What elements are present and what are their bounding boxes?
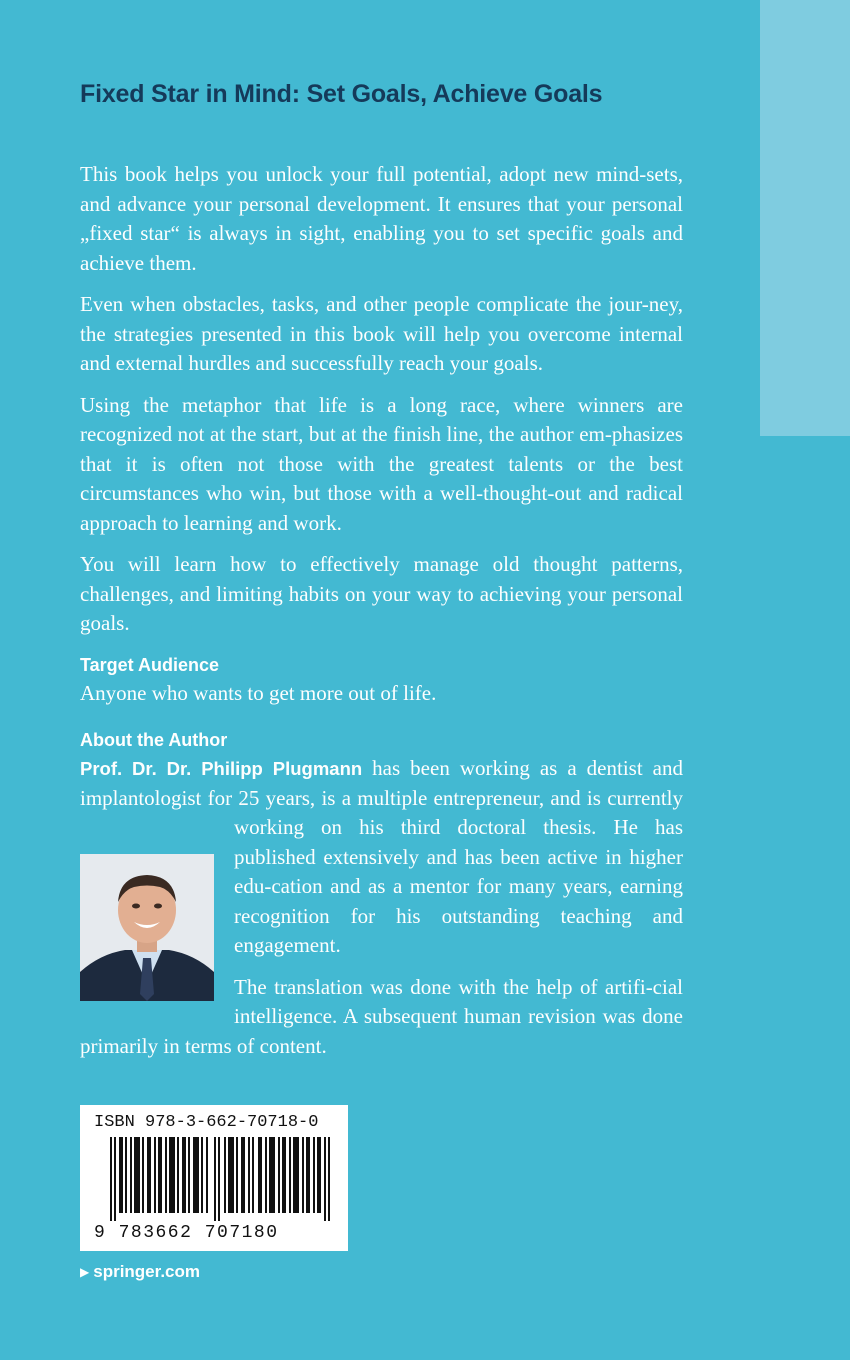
author-photo xyxy=(80,854,214,1001)
arrow-right-icon: ▶ xyxy=(80,1265,90,1279)
target-audience-heading: Target Audience xyxy=(80,654,220,675)
isbn-barcode xyxy=(80,1105,348,1251)
target-audience-text: Anyone who wants to get more out of life. xyxy=(80,680,437,705)
blurb-paragraph-3: Using the metaphor that life is a long race, where winners are recognized not at the start, but at the finish line, the author em-phasizes that it is often not those with the greatest talents or the best circumstances who win, but those with a well-thought-out and radical approach to learning and work. xyxy=(80,392,683,535)
isbn-label: ISBN 978-3-662-70718-0 xyxy=(94,1113,319,1132)
translation-note: The translation was done with the help of artifi-cial intelligence. A subsequent human revision was done primarily in terms of content. xyxy=(80,974,683,1058)
barcode-number: 9 783662 707180 xyxy=(94,1223,279,1243)
author-name: Prof. Dr. Dr. Philipp Plugmann xyxy=(80,758,363,779)
blurb-paragraph-2: Even when obstacles, tasks, and other people complicate the jour-ney, the strategies presented in this book will help you overcome internal and external hurdles and successfully reach your goals. xyxy=(80,292,683,375)
decorative-band xyxy=(760,0,850,436)
blurb-paragraph-1: This book helps you unlock your full potential, adopt new mind-sets, and advance your personal development. It ensures that your personal „fixed star“ is always in sight, enabling you to set specific goals and achieve them. xyxy=(80,162,683,275)
barcode-bars xyxy=(110,1137,336,1221)
publisher-url: springer.com xyxy=(93,1262,200,1281)
book-title: Fixed Star in Mind: Set Goals, Achieve Goals xyxy=(80,80,603,108)
author-bio-text: has been working as a dentist and implantologist for 25 years, is a multiple entrepreneur, and is currently working on his third doctoral thesis. He has published extensively and has been active in higher edu-cation and as a mentor for many years, earning recognition for his outstanding teaching and engagement. xyxy=(80,756,683,957)
author-portrait-icon xyxy=(80,854,214,1001)
about-author-heading: About the Author xyxy=(80,730,228,750)
blurb-paragraph-4: You will learn how to effectively manage old thought patterns, challenges, and limiting habits on your way to achieving your personal goals. xyxy=(80,552,683,635)
publisher-link[interactable] xyxy=(80,1262,200,1282)
